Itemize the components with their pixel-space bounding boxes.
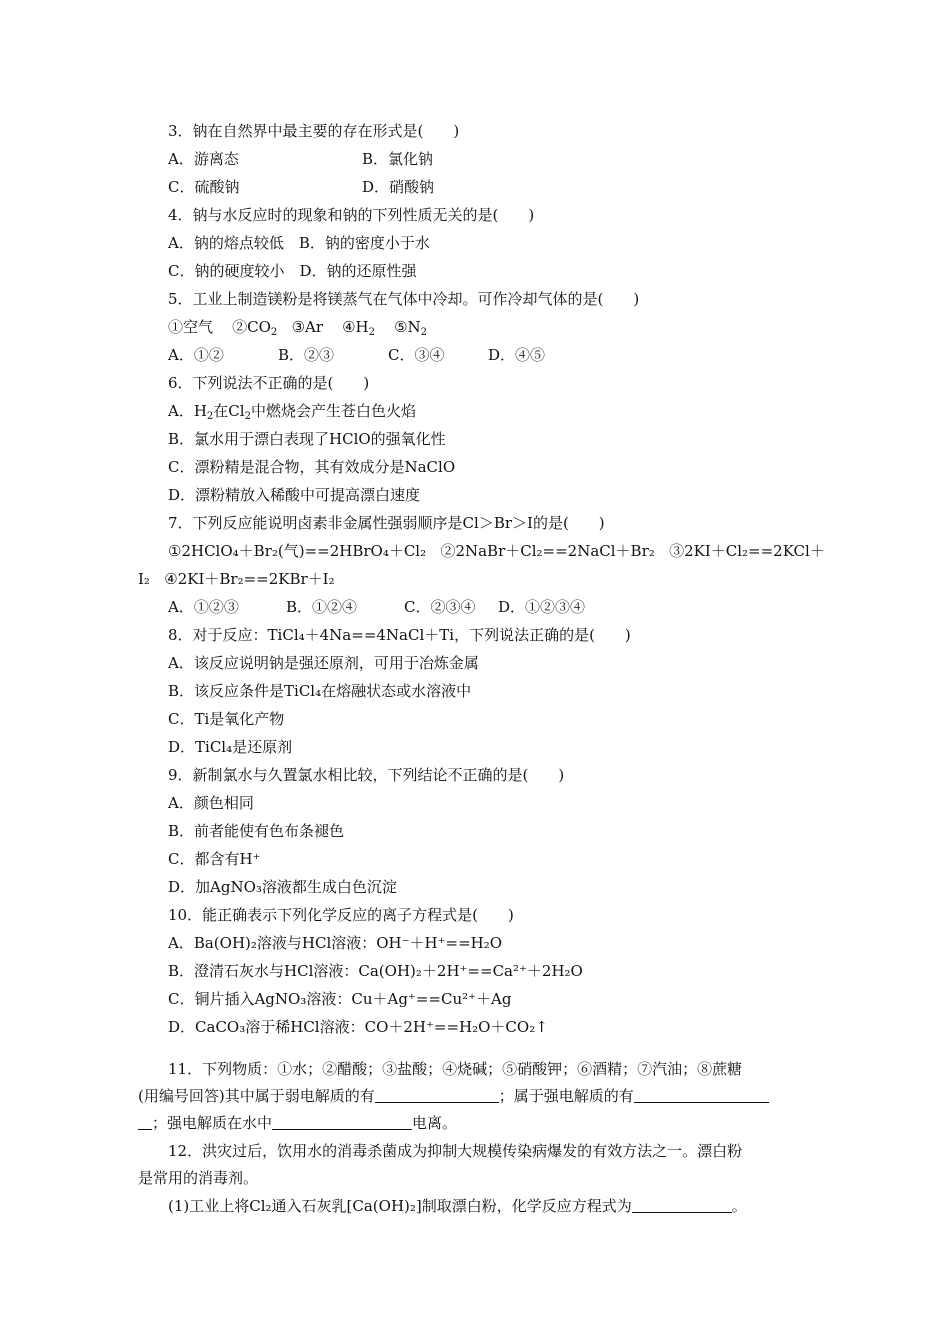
q5-item-4: $④H_2$ <box>342 318 375 338</box>
q6-option-d: D．漂粉精放入稀酸中可提高漂白速度 <box>168 486 421 504</box>
q7-stem: 7．下列反应能说明卤素非金属性强弱顺序是Cl＞Br＞I的是( ) <box>168 514 605 532</box>
q7-option-a: A．①②③ <box>168 598 239 616</box>
q4-stem: 4．钠与水反应时的现象和钠的下列性质无关的是( ) <box>168 206 535 224</box>
q9-option-c: C．都含有H⁺ <box>168 850 261 868</box>
q7-reactions-cont <box>138 569 335 589</box>
q11-line-2: (用编号回答)其中属于弱电解质的有 ；属于强电解质的有 <box>138 1086 769 1106</box>
q5-gas-list <box>168 317 427 337</box>
q3-stem: 3．钠在自然界中最主要的存在形式是( ) <box>168 122 460 140</box>
q7-reaction-3-end: I₂ <box>138 570 150 588</box>
q6-stem: 6．下列说法不正确的是( ) <box>168 374 370 392</box>
q7-reaction-3: ③2KI＋Cl₂==2KCl＋ <box>669 542 825 560</box>
q10-option-d: D．CaCO₃溶于稀HCl溶液：CO＋2H⁺==H₂O＋CO₂↑ <box>168 1018 548 1036</box>
q7-reaction-2: ②2NaBr＋Cl₂==2NaCl＋Br₂ <box>440 542 655 560</box>
q12-line-1: 12．洪灾过后，饮用水的消毒杀菌成为抑制大规模传染病爆发的有效方法之一。漂白粉 <box>168 1142 743 1160</box>
q7-reaction-1: ①2HClO₄＋Br₂(气)==2HBrO₄＋Cl₂ <box>168 542 427 560</box>
q11-line-1: 11．下列物质：①水；②醋酸；③盐酸；④烧碱；⑤硝酸钾；⑥酒精；⑦汽油；⑧蔗糖 <box>168 1060 743 1078</box>
q8-option-d: D．TiCl₄是还原剂 <box>168 738 293 756</box>
q5-item-3: ③Ar <box>291 318 324 336</box>
q3-option-d: D．硝酸钠 <box>362 178 435 196</box>
q11-blank-ionize[interactable] <box>272 1115 412 1130</box>
q9-stem: 9．新制氯水与久置氯水相比较，下列结论不正确的是( ) <box>168 766 565 784</box>
q7-option-c: C．②③④ <box>404 598 476 616</box>
q5-item-1: ①空气 <box>168 318 214 336</box>
q12-sub-1: (1)工业上将Cl₂通入石灰乳[Ca(OH)₂]制取漂白粉，化学反应方程式为 。 <box>168 1197 747 1215</box>
q9-option-a: A．颜色相同 <box>168 794 254 812</box>
q7-option-b: B．①②④ <box>286 598 358 616</box>
q7-option-d: D．①②③④ <box>498 598 586 616</box>
q11-blank-strong-cont <box>138 1115 152 1130</box>
q4-options-ab: A．钠的熔点较低 B．钠的密度小于水 <box>168 234 430 252</box>
q5-item-2: $②CO_2$ <box>232 318 278 338</box>
q8-option-b: B．该反应条件是TiCl₄在熔融状态或水溶液中 <box>168 682 472 700</box>
q7-reaction-4: ④2KI＋Br₂==2KBr＋I₂ <box>164 570 335 588</box>
q5-option-a: A．①② <box>168 346 224 364</box>
q5-option-c: C．③④ <box>388 346 445 364</box>
q10-option-b: B．澄清石灰水与HCl溶液：Ca(OH)₂＋2H⁺==Ca²⁺＋2H₂O <box>168 962 583 980</box>
q11-line-3: ；强电解质在水中 电离。 <box>138 1113 457 1133</box>
q3-option-b: B．氯化钠 <box>362 150 434 168</box>
q10-option-a: A．Ba(OH)₂溶液与HCl溶液：OH⁻＋H⁺==H₂O <box>168 934 503 952</box>
q7-reactions <box>168 541 825 561</box>
q8-stem: 8．对于反应：TiCl₄＋4Na==4NaCl＋Ti，下列说法正确的是( ) <box>168 626 631 644</box>
q8-option-c: C．Ti是氧化产物 <box>168 710 285 728</box>
q6-option-c: C．漂粉精是混合物，其有效成分是NaClO <box>168 458 456 476</box>
q3-option-a: A．游离态 <box>168 150 239 168</box>
q10-stem: 10．能正确表示下列化学反应的离子方程式是( ) <box>168 906 514 924</box>
q5-option-d: D．④⑤ <box>488 346 546 364</box>
q8-option-a: A．该反应说明钠是强还原剂，可用于冶炼金属 <box>168 654 479 672</box>
q10-option-c: C．铜片插入AgNO₃溶液：Cu＋Ag⁺==Cu²⁺＋Ag <box>168 990 512 1008</box>
q9-option-b: B．前者能使有色布条褪色 <box>168 822 345 840</box>
q5-option-b: B．②③ <box>278 346 335 364</box>
q6-option-a: A．$H_2$在$Cl_2$中燃烧会产生苍白色火焰 <box>168 402 416 422</box>
q12-blank-equation[interactable] <box>632 1198 732 1213</box>
q12-line-2: 是常用的消毒剂。 <box>138 1169 259 1187</box>
q4-options-cd: C．钠的硬度较小 D．钠的还原性强 <box>168 262 417 280</box>
q5-item-5: $⑤N_2$ <box>394 318 428 338</box>
q9-option-d: D．加AgNO₃溶液都生成白色沉淀 <box>168 878 397 896</box>
q11-blank-strong[interactable] <box>634 1088 769 1103</box>
q6-option-b: B．氯水用于漂白表现了HClO的强氧化性 <box>168 430 446 448</box>
q3-option-c: C．硫酸钠 <box>168 178 240 196</box>
q11-blank-weak[interactable] <box>375 1088 499 1103</box>
q5-stem: 5．工业上制造镁粉是将镁蒸气在气体中冷却。可作冷却气体的是( ) <box>168 290 640 308</box>
